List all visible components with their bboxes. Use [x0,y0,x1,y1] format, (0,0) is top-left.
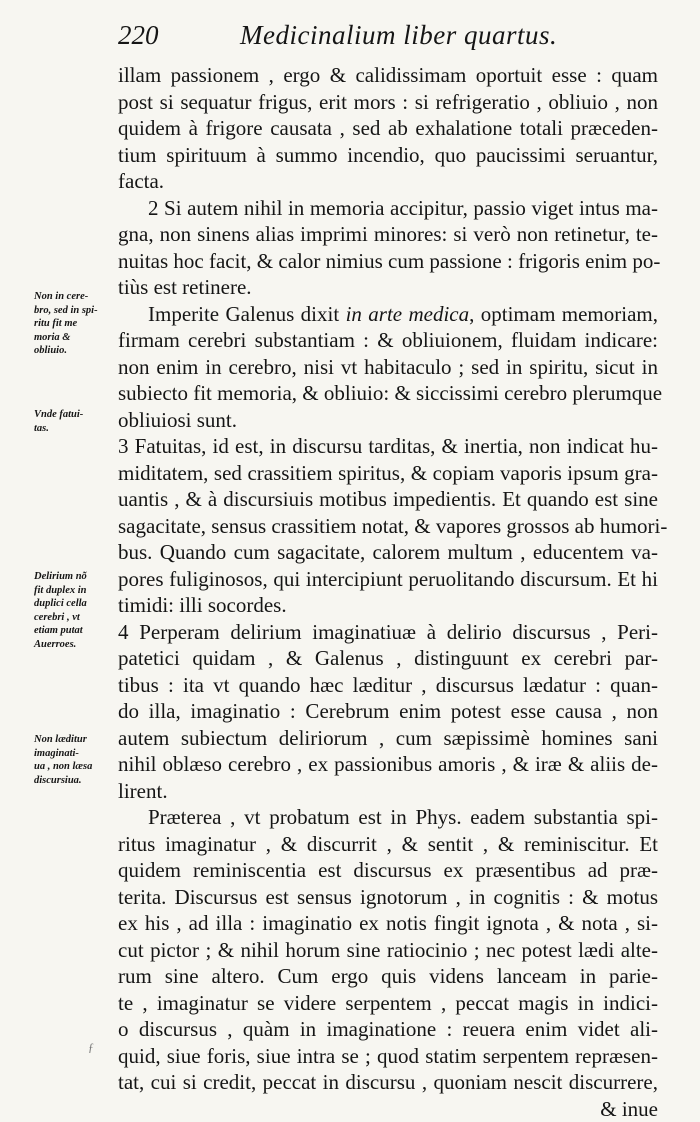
page-number: 220 [118,20,159,51]
body-line: bus. Quando cum sagacitate, calorem multum , educentem va- [118,539,658,566]
body-line: autem subiectum deliriorum , cum sæpissimè homines sani [118,725,658,752]
body-line: 2 Si autem nihil in memoria accipitur, passio viget intus ma- [118,195,658,222]
body-line: illam passionem , ergo & calidissimam oportuit esse : quam [118,62,658,89]
margin-note-line: Non in cere- [34,290,116,304]
body-line: nihil oblæso cerebro , ex passionibus amoris , & iræ & aliis de- [118,751,658,778]
margin-note [34,733,116,787]
margin-note-line: ua , non læsa [34,760,116,774]
margin-note-line: Non læditur [34,733,116,747]
body-line: o discursus , quàm in imaginatione : reuera enim videt ali- [118,1016,658,1043]
body-line: 4 Perperam delirium imaginatiuæ à delirio discursus , Peri- [118,619,658,646]
body-line: tium spirituum à summo incendio, quo paucissimi seruantur, [118,142,658,169]
margin-note-line: Delirium nõ [34,570,116,584]
body-line: Præterea , vt probatum est in Phys. eadem substantia spi- [118,804,658,831]
book-title-citation: in arte medica [346,302,470,326]
margin-note-line: moria & [34,331,116,345]
body-line: quidem reminiscentia est discursus ex præsentibus ad præ- [118,857,658,884]
margin-note-line: ritu fit me [34,317,116,331]
body-line: lirent. [118,778,658,805]
margin-note-line: obliuio. [34,344,116,358]
margin-note-line: fit duplex in [34,584,116,598]
body-line: rum sine altero. Cum ergo quis videns lanceam in parie- [118,963,658,990]
catchword: & inue [118,1096,658,1122]
margin-note-line: imaginati- [34,747,116,761]
body-line: obliuiosi sunt. [118,407,658,434]
body-line: ritus imaginatur , & discurrit , & sentit , & reminiscitur. Et [118,831,658,858]
body-line: 3 Fatuitas, id est, in discursu tarditas, & inertia, non indicat hu- [118,433,658,460]
body-line: tat, cui si credit, peccat in discursu , quoniam nescit discurrere, [118,1069,658,1096]
margin-note-line: discursiua. [34,774,116,788]
body-line: quid, siue foris, siue intra se ; quod statim serpentem repræsen- [118,1043,658,1070]
body-line: do illa, imaginatio : Cerebrum enim potest esse causa , non [118,698,658,725]
body-line-segment: Imperite Galenus dixit [148,302,339,326]
body-line: gna, non sinens alias imprimi minores: si verò non retinetur, te- [118,221,658,248]
body-line: quidem à frigore causata , sed ab exhalatione totali præceden- [118,115,658,142]
margin-note-line: Auerroes. [34,638,116,652]
body-line: firmam cerebri substantiam : & obliuionem, fluidam indicare: [118,327,658,354]
margin-note-line: bro, sed in spi- [34,304,116,318]
body-line: miditatem, sed crassitiem spiritus, & copiam vaporis ipsum gra- [118,460,658,487]
body-line: timidi: illi socordes. [118,592,658,619]
body-line: subiecto fit memoria, & obliuio: & siccissimi cerebro plerumque [118,380,658,407]
body-line: tiùs est retinere. [118,274,658,301]
margin-note-line: Vnde fatui- [34,408,116,422]
margin-note-line: etiam putat [34,624,116,638]
body-line: pores fuliginosos, qui intercipiunt peruolitando discursum. Et hi [118,566,658,593]
body-line: non enim in cerebro, nisi vt habitaculo ; sed in spiritu, sicut in [118,354,658,381]
page-header [118,20,678,60]
body-line: te , imaginatur se videre serpentem , peccat magis in indici- [118,990,658,1017]
body-line: uantis , & à discursiuis motibus impedientis. Et quando est sine [118,486,658,513]
body-line: ex his , ad illa : imaginatio ex notis fingit ignota , & nota , si- [118,910,658,937]
margin-note [34,290,116,358]
margin-note [34,408,116,435]
body-text [118,62,658,1122]
body-line: nuitas hoc facit, & calor nimius cum passione : frigoris enim po- [118,248,658,275]
body-line: cut pictor ; & nihil horum sine ratiocinio ; nec potest lædi alte- [118,937,658,964]
body-line: tibus : ita vt quando hæc læditur , discursus lædatur : quan- [118,672,658,699]
body-line [118,301,658,328]
margin-note [34,570,116,651]
body-line: post si sequatur frigus, erit mors : si refrigeratio , obliuio , non [118,89,658,116]
margin-note-line: duplici cella [34,597,116,611]
body-line: terita. Discursus est sensus ignotorum , in cognitis : & motus [118,884,658,911]
margin-note-line: cerebri , vt [34,611,116,625]
running-title: Medicinalium liber quartus. [240,20,557,51]
body-line: facta. [118,168,658,195]
margin-note-line: tas. [34,422,116,436]
body-line-segment: , optimam memoriam, [469,302,658,326]
stray-ink-mark: ƒ [88,1040,94,1055]
body-line: sagacitate, sensus crassitiem notat, & vapores grossos ab humori- [118,513,658,540]
body-line: patetici quidam , & Galenus , distinguunt ex cerebri par- [118,645,658,672]
